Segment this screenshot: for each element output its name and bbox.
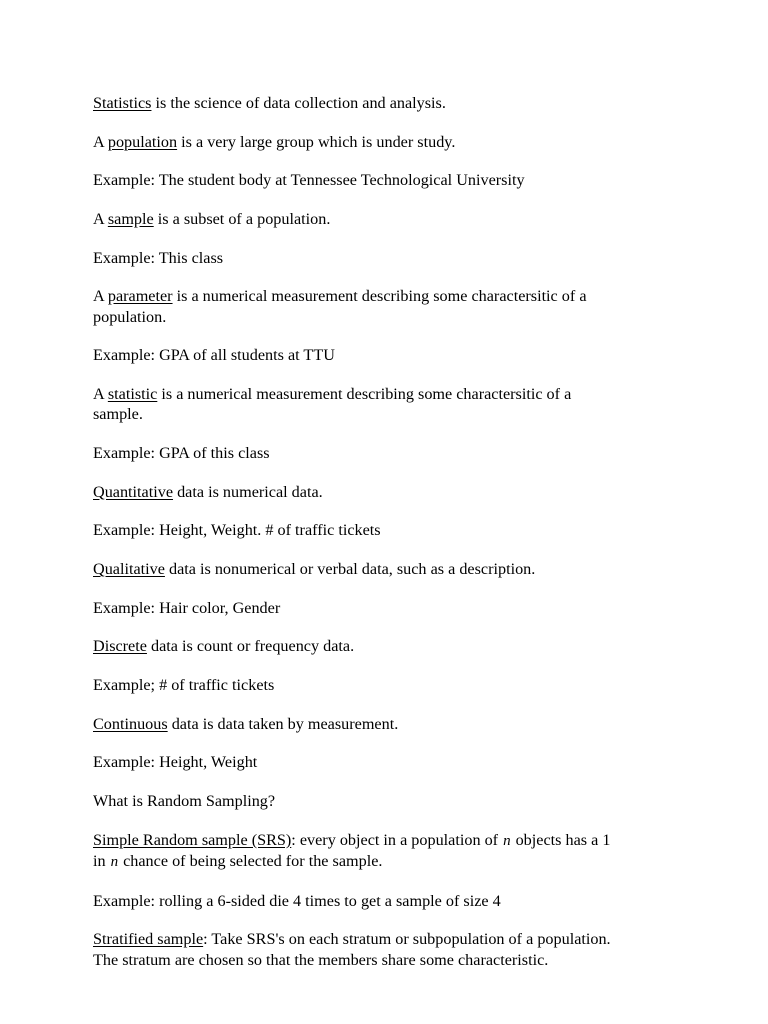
definition-qualitative xyxy=(93,559,688,579)
term-continuous: Continuous xyxy=(93,714,168,733)
definition-text-line2: chance of being selected for the sample. xyxy=(123,852,383,871)
definition-text-line2: The stratum are chosen so that the members share some characteristic. xyxy=(93,950,549,969)
example-sample: Example: This class xyxy=(93,248,224,267)
definition-text: is a very large group which is under study. xyxy=(177,132,456,151)
term-quantitative: Quantitative xyxy=(93,482,174,501)
example-quantitative: Example: Height, Weight. # of traffic tickets xyxy=(93,521,381,540)
definition-text-line2: sample. xyxy=(93,405,143,424)
definition-text: : Take SRS's on each stratum or subpopulation of a population. xyxy=(203,930,611,949)
definition-text: is a subset of a population. xyxy=(153,210,331,229)
example-discrete: Example; # of traffic tickets xyxy=(93,676,275,695)
definition-text-line2: in xyxy=(93,852,106,871)
article-text: A xyxy=(93,287,108,306)
definition-text: is a numerical measurement describing some charactersitic of a xyxy=(157,385,572,404)
definition-text: : every object in a population of xyxy=(291,830,499,849)
definition-stratified xyxy=(93,929,688,969)
math-variable-n: n xyxy=(110,854,119,871)
definition-quantitative xyxy=(93,482,688,502)
definition-statistic xyxy=(93,384,688,424)
example-srs: Example: rolling a 6-sided die 4 times to get a sample of size 4 xyxy=(93,891,501,910)
term-discrete: Discrete xyxy=(93,637,147,656)
definition-text: is the science of data collection and analysis. xyxy=(151,94,446,112)
article-text: A xyxy=(93,132,108,151)
article-text: A xyxy=(93,210,108,229)
definition-text: is a numerical measurement describing some charactersitic of a xyxy=(172,287,587,306)
term-statistic: statistic xyxy=(107,385,158,404)
definition-continuous xyxy=(93,714,688,734)
term-stratified: Stratified sample xyxy=(93,930,204,949)
example-statistic: Example: GPA of this class xyxy=(93,443,270,462)
definition-text: data is nonumerical or verbal data, such as a description. xyxy=(164,560,536,578)
definition-text-line2: population. xyxy=(93,307,167,326)
definition-statistics xyxy=(93,93,688,113)
definition-text: data is data taken by measurement. xyxy=(167,714,399,733)
definition-text: data is numerical data. xyxy=(173,482,323,501)
example-continuous: Example: Height, Weight xyxy=(93,753,258,772)
term-qualitative: Qualitative xyxy=(93,560,165,578)
question-random-sampling: What is Random Sampling? xyxy=(93,792,276,811)
term-parameter: parameter xyxy=(107,287,173,306)
example-parameter: Example: GPA of all students at TTU xyxy=(93,346,335,365)
definition-sample xyxy=(93,209,688,229)
definition-text: data is count or frequency data. xyxy=(146,637,355,656)
definition-discrete xyxy=(93,636,688,656)
definition-srs xyxy=(93,830,688,872)
term-statistics: Statistics xyxy=(93,94,152,112)
example-population: Example: The student body at Tennessee Technological University xyxy=(93,171,525,190)
math-variable-n: n xyxy=(503,832,511,849)
definition-parameter xyxy=(93,286,688,326)
term-srs: Simple Random sample (SRS) xyxy=(93,830,292,849)
term-population: population xyxy=(107,132,178,151)
definition-text: objects has a 1 xyxy=(515,830,611,849)
term-sample: sample xyxy=(107,210,154,229)
example-qualitative: Example: Hair color, Gender xyxy=(93,598,281,617)
article-text: A xyxy=(93,385,108,404)
definition-population xyxy=(93,132,688,152)
